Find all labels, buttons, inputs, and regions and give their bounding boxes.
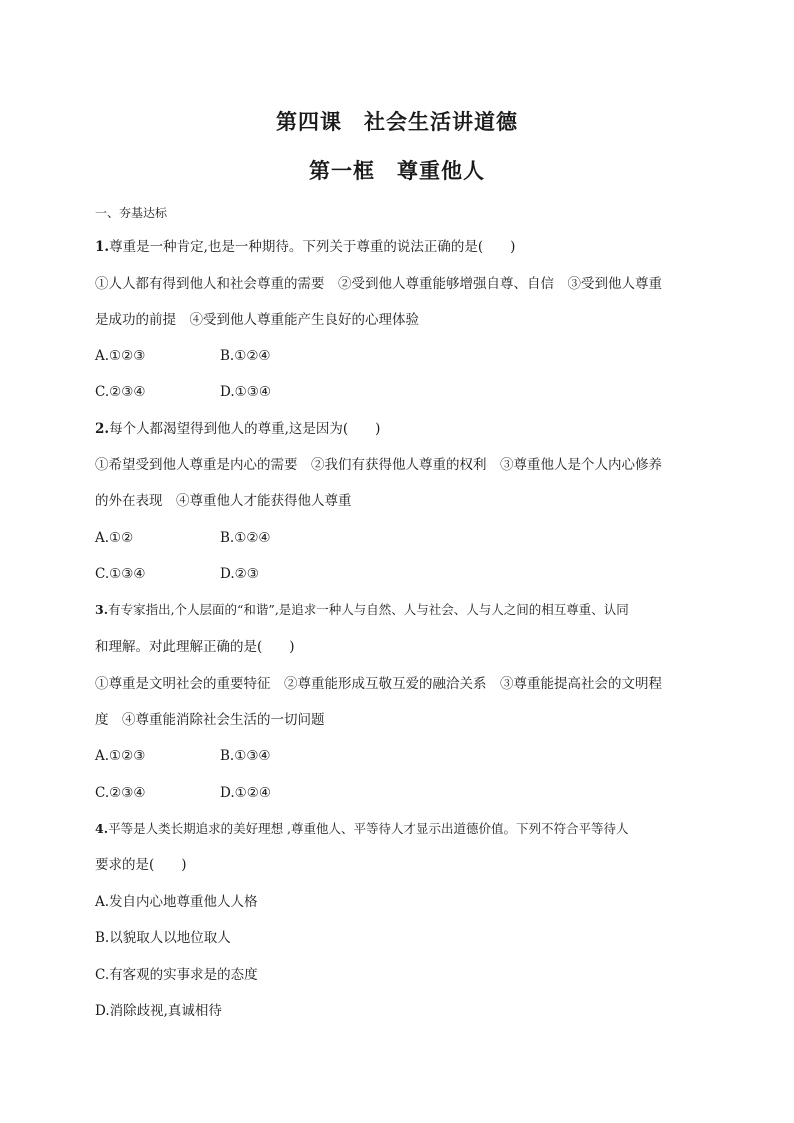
option-a: A.发自内心地尊重他人人格: [95, 894, 258, 910]
question-number: 2.: [95, 421, 110, 437]
question-3-stem-line-2: 和理解。对此理解正确的是( ): [95, 639, 295, 655]
question-number: 3.: [95, 602, 109, 617]
question-2-statements-line-2: 的外在表现 ④尊重他人才能获得他人尊重: [95, 493, 352, 509]
question-number: 1.: [95, 239, 110, 255]
question-1-stem: [95, 238, 515, 256]
question-number: 4.: [95, 821, 109, 836]
question-1-statements-line-1: ①人人都有得到他人和社会尊重的需要 ②受到他人尊重能够增强自尊、自信 ③受到他人尊重: [95, 276, 662, 292]
option-a: A.①②: [95, 530, 134, 546]
question-1-statements-line-2: 是成功的前提 ④受到他人尊重能产生良好的心理体验: [95, 312, 419, 328]
question-4-stem-line-1: [95, 820, 629, 838]
question-text: 有专家指出,个人层面的“和谐”,是追求一种人与自然、人与社会、人与人之间的相互尊重、认同: [108, 602, 629, 617]
lesson-title: 第四课 社会生活讲道德: [276, 110, 518, 134]
option-d: D.消除歧视,真诚相待: [95, 1003, 222, 1019]
option-d: D.①③④: [220, 384, 271, 400]
option-b: B.以貌取人以地位取人: [95, 930, 231, 946]
option-b: B.①③④: [220, 748, 271, 764]
option-c: C.①③④: [95, 566, 146, 582]
question-text: 平等是人类长期追求的美好理想 ,尊重他人、平等待人才显示出道德价值。下列不符合平等待人: [108, 821, 629, 836]
question-4-stem-line-2: 要求的是( ): [95, 857, 187, 873]
option-d: D.②③: [220, 566, 259, 582]
option-c: C.②③④: [95, 785, 146, 801]
option-b: B.①②④: [220, 530, 271, 546]
section-heading: 一、夯基达标: [95, 206, 168, 220]
section-title: 第一框 尊重他人: [309, 159, 485, 183]
question-2-stem: [95, 420, 380, 438]
option-c: C.②③④: [95, 384, 146, 400]
option-c: C.有客观的实事求是的态度: [95, 967, 258, 983]
option-a: A.①②③: [95, 348, 146, 364]
question-3-statements-line-2: 度 ④尊重能消除社会生活的一切问题: [95, 712, 325, 728]
option-a: A.①②③: [95, 748, 146, 764]
question-3-statements-line-1: ①尊重是文明社会的重要特征 ②尊重能形成互敬互爱的融洽关系 ③尊重能提高社会的文明程: [95, 676, 662, 692]
option-d: D.①②④: [220, 785, 271, 801]
question-3-stem-line-1: [95, 601, 629, 619]
question-text: 每个人都渴望得到他人的尊重,这是因为( ): [109, 421, 381, 437]
question-2-statements-line-1: ①希望受到他人尊重是内心的需要 ②我们有获得他人尊重的权利 ③尊重他人是个人内心修养: [95, 457, 662, 473]
option-b: B.①②④: [220, 348, 271, 364]
question-text: 尊重是一种肯定,也是一种期待。下列关于尊重的说法正确的是( ): [109, 239, 516, 255]
